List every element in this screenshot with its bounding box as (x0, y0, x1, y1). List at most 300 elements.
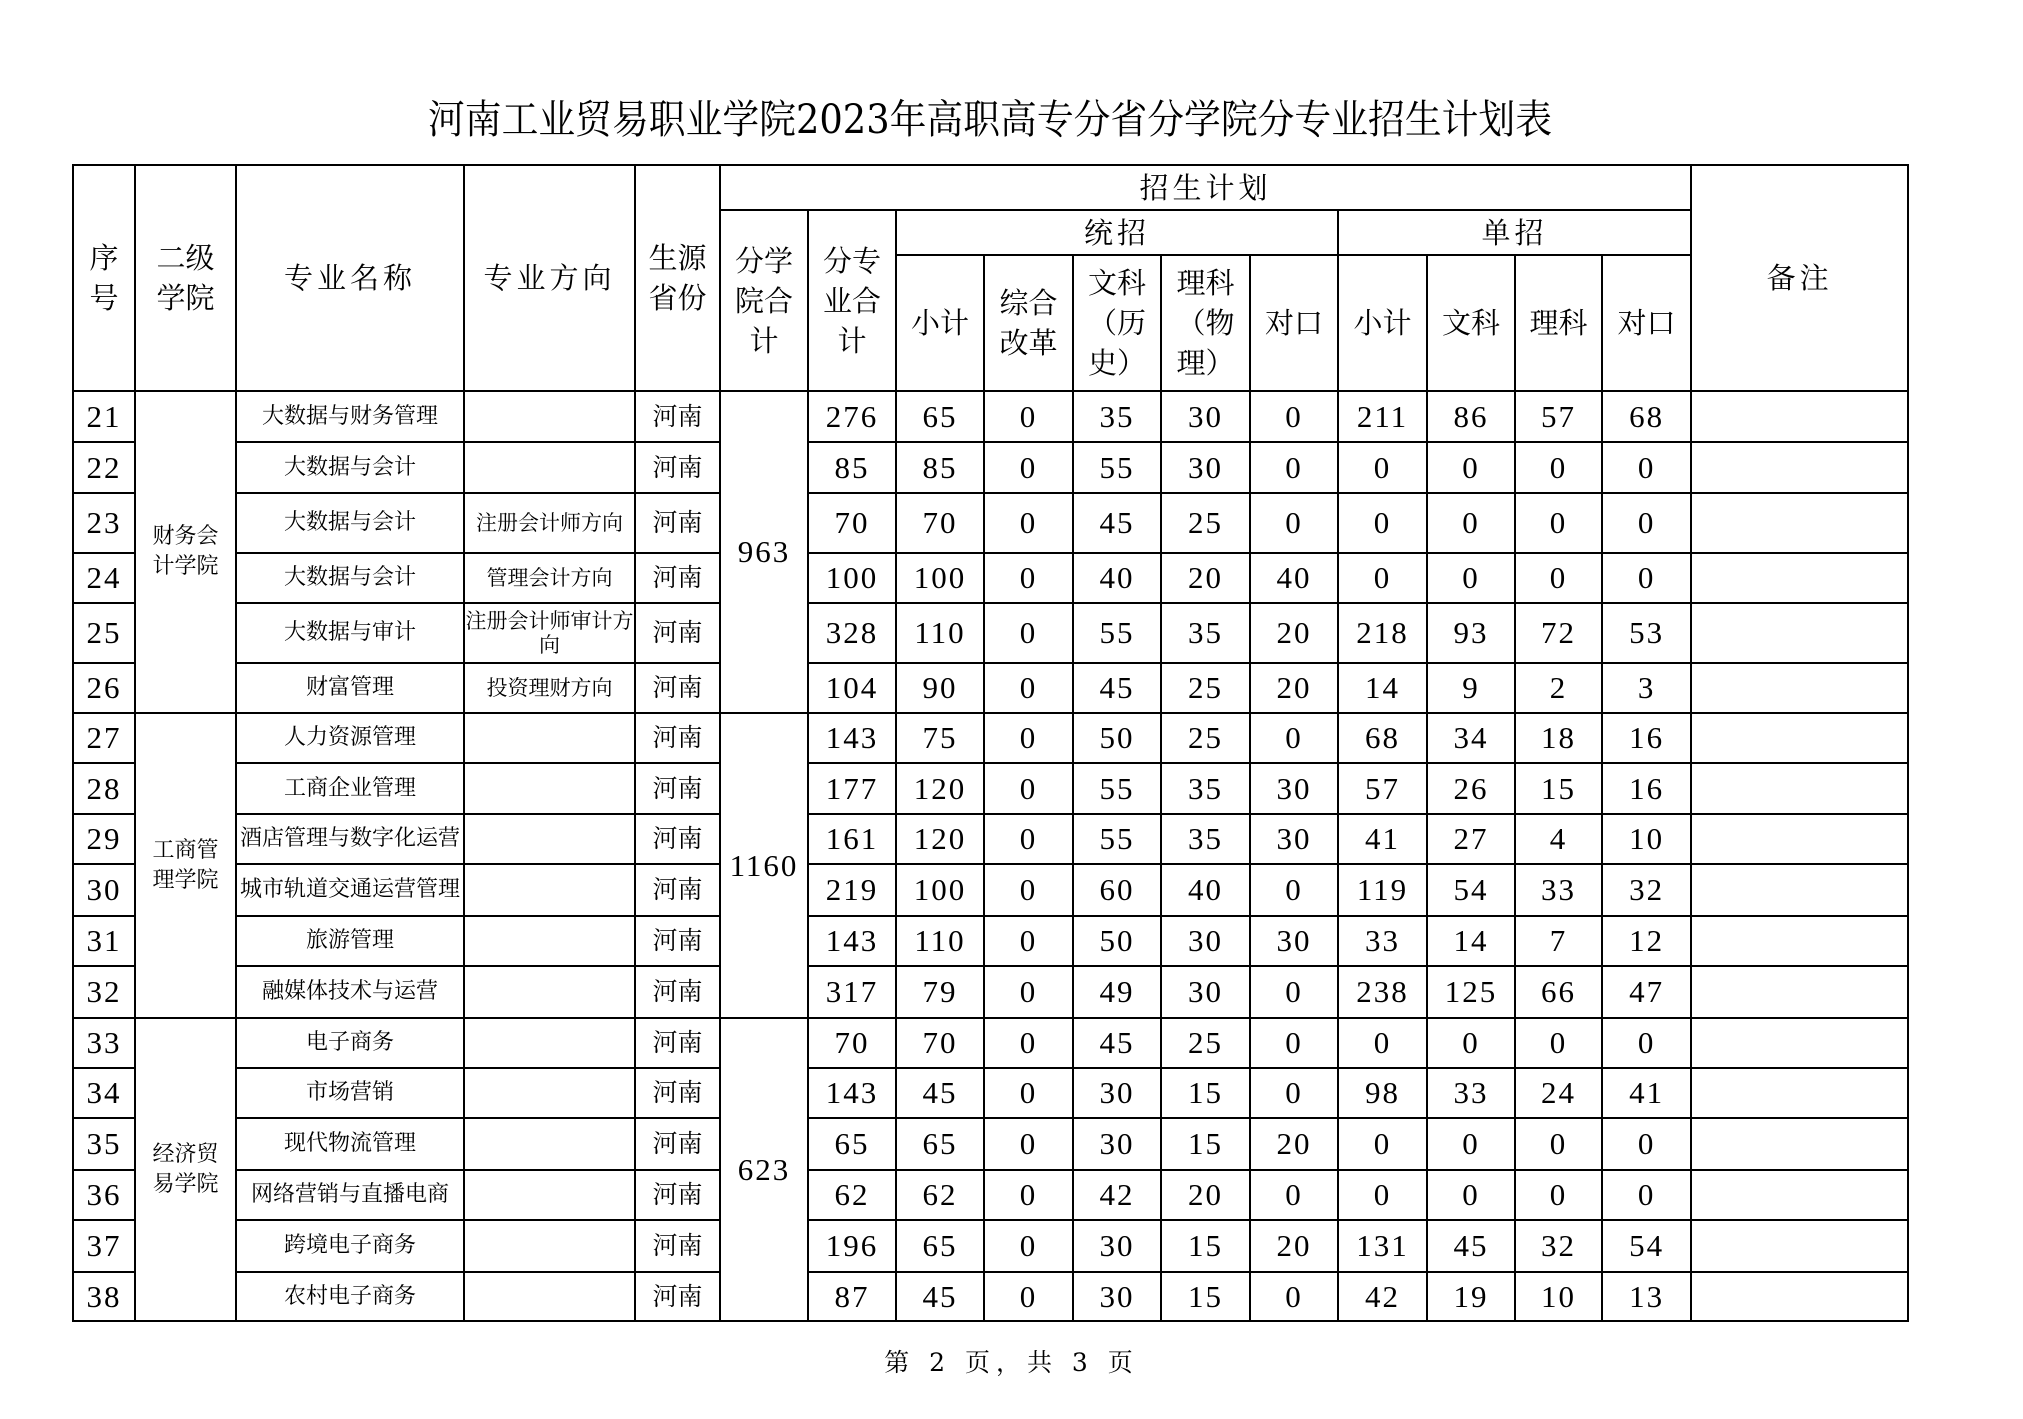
cell-separate-subtotal: 218 (1338, 603, 1427, 663)
header-separate-arts: 文科 (1427, 255, 1515, 391)
cell-major: 旅游管理 (236, 916, 464, 966)
table-row (73, 864, 1908, 916)
cell-unified-reform: 0 (984, 1018, 1073, 1068)
cell-unified-subtotal: 85 (896, 442, 984, 493)
cell-major: 大数据与审计 (236, 603, 464, 663)
cell-unified-arts: 55 (1073, 603, 1161, 663)
cell-remarks (1691, 391, 1908, 442)
cell-major: 酒店管理与数字化运营 (236, 814, 464, 864)
cell-separate-vocational: 13 (1602, 1272, 1691, 1321)
header-separate-subtotal: 小计 (1338, 255, 1427, 391)
cell-unified-vocational: 20 (1250, 603, 1338, 663)
cell-remarks (1691, 1170, 1908, 1220)
cell-major: 跨境电子商务 (236, 1220, 464, 1272)
cell-seq: 21 (73, 391, 135, 442)
cell-seq: 28 (73, 763, 135, 814)
cell-unified-science: 25 (1161, 713, 1250, 763)
cell-unified-vocational: 0 (1250, 713, 1338, 763)
cell-separate-subtotal: 0 (1338, 553, 1427, 603)
cell-separate-subtotal: 98 (1338, 1068, 1427, 1118)
cell-major: 城市轨道交通运营管理 (236, 864, 464, 916)
cell-province: 河南 (635, 391, 720, 442)
cell-separate-subtotal: 0 (1338, 1170, 1427, 1220)
cell-unified-science: 20 (1161, 553, 1250, 603)
cell-remarks (1691, 442, 1908, 493)
table-body (73, 391, 1908, 1321)
header-unified-group: 统招 (896, 210, 1338, 255)
cell-seq: 33 (73, 1018, 135, 1068)
table-row (73, 814, 1908, 864)
cell-major-total: 143 (808, 713, 896, 763)
cell-separate-vocational: 16 (1602, 713, 1691, 763)
cell-remarks (1691, 966, 1908, 1018)
cell-province: 河南 (635, 442, 720, 493)
cell-direction (464, 763, 635, 814)
cell-separate-subtotal: 41 (1338, 814, 1427, 864)
cell-seq: 30 (73, 864, 135, 916)
cell-remarks (1691, 553, 1908, 603)
cell-remarks (1691, 1220, 1908, 1272)
cell-remarks (1691, 603, 1908, 663)
cell-separate-subtotal: 0 (1338, 1018, 1427, 1068)
cell-separate-vocational: 0 (1602, 1170, 1691, 1220)
table-row (73, 1118, 1908, 1170)
table-row (73, 1170, 1908, 1220)
cell-unified-science: 30 (1161, 391, 1250, 442)
cell-unified-science: 15 (1161, 1220, 1250, 1272)
cell-unified-reform: 0 (984, 1220, 1073, 1272)
cell-separate-vocational: 47 (1602, 966, 1691, 1018)
cell-separate-subtotal: 0 (1338, 442, 1427, 493)
cell-unified-science: 30 (1161, 966, 1250, 1018)
table-row (73, 603, 1908, 663)
cell-direction (464, 1018, 635, 1068)
header-separate-vocational: 对口 (1602, 255, 1691, 391)
cell-major: 市场营销 (236, 1068, 464, 1118)
cell-unified-arts: 45 (1073, 1018, 1161, 1068)
cell-separate-science: 32 (1515, 1220, 1602, 1272)
cell-separate-subtotal: 57 (1338, 763, 1427, 814)
cell-direction (464, 391, 635, 442)
cell-province: 河南 (635, 814, 720, 864)
cell-unified-science: 35 (1161, 603, 1250, 663)
cell-unified-science: 40 (1161, 864, 1250, 916)
cell-unified-subtotal: 70 (896, 493, 984, 553)
header-province: 生源省份 (635, 165, 720, 391)
cell-remarks (1691, 763, 1908, 814)
cell-unified-reform: 0 (984, 966, 1073, 1018)
cell-unified-vocational: 0 (1250, 1170, 1338, 1220)
cell-unified-reform: 0 (984, 763, 1073, 814)
table-row (73, 1220, 1908, 1272)
cell-province: 河南 (635, 1118, 720, 1170)
cell-major-total: 87 (808, 1272, 896, 1321)
cell-separate-vocational: 12 (1602, 916, 1691, 966)
cell-province: 河南 (635, 1170, 720, 1220)
cell-remarks (1691, 1118, 1908, 1170)
cell-major-total: 219 (808, 864, 896, 916)
document-title: 河南工业贸易职业学院2023年高职高专分省分学院分专业招生计划表 (427, 97, 1553, 143)
cell-college: 经济贸易学院 (135, 1018, 236, 1321)
cell-major: 大数据与会计 (236, 553, 464, 603)
cell-seq: 34 (73, 1068, 135, 1118)
cell-seq: 35 (73, 1118, 135, 1170)
cell-unified-science: 15 (1161, 1118, 1250, 1170)
cell-separate-vocational: 41 (1602, 1068, 1691, 1118)
cell-unified-reform: 0 (984, 1170, 1073, 1220)
cell-major: 大数据与会计 (236, 442, 464, 493)
cell-separate-science: 57 (1515, 391, 1602, 442)
cell-unified-arts: 30 (1073, 1118, 1161, 1170)
header-major-total: 分专业合计 (808, 210, 896, 391)
cell-separate-arts: 45 (1427, 1220, 1515, 1272)
cell-unified-subtotal: 45 (896, 1272, 984, 1321)
cell-separate-vocational: 0 (1602, 553, 1691, 603)
cell-major: 人力资源管理 (236, 713, 464, 763)
cell-unified-vocational: 0 (1250, 1018, 1338, 1068)
cell-separate-vocational: 0 (1602, 442, 1691, 493)
cell-unified-subtotal: 75 (896, 713, 984, 763)
cell-unified-subtotal: 90 (896, 663, 984, 713)
header-direction: 专业方向 (464, 165, 635, 391)
cell-unified-subtotal: 110 (896, 916, 984, 966)
cell-unified-vocational: 0 (1250, 391, 1338, 442)
cell-separate-arts: 0 (1427, 442, 1515, 493)
cell-unified-reform: 0 (984, 1068, 1073, 1118)
cell-unified-vocational: 0 (1250, 442, 1338, 493)
cell-seq: 22 (73, 442, 135, 493)
cell-unified-vocational: 0 (1250, 864, 1338, 916)
table-row (73, 1018, 1908, 1068)
cell-province: 河南 (635, 763, 720, 814)
cell-unified-science: 35 (1161, 814, 1250, 864)
header-unified-subtotal: 小计 (896, 255, 984, 391)
cell-major-total: 143 (808, 1068, 896, 1118)
cell-separate-science: 33 (1515, 864, 1602, 916)
cell-unified-arts: 30 (1073, 1068, 1161, 1118)
cell-separate-science: 10 (1515, 1272, 1602, 1321)
cell-unified-vocational: 20 (1250, 1118, 1338, 1170)
cell-unified-reform: 0 (984, 1272, 1073, 1321)
cell-separate-arts: 93 (1427, 603, 1515, 663)
cell-province: 河南 (635, 1018, 720, 1068)
cell-direction (464, 713, 635, 763)
cell-major-total: 62 (808, 1170, 896, 1220)
cell-unified-vocational: 0 (1250, 493, 1338, 553)
cell-unified-subtotal: 100 (896, 864, 984, 916)
cell-unified-vocational: 0 (1250, 966, 1338, 1018)
cell-province: 河南 (635, 1068, 720, 1118)
cell-major-total: 143 (808, 916, 896, 966)
cell-unified-arts: 40 (1073, 553, 1161, 603)
cell-unified-science: 35 (1161, 763, 1250, 814)
cell-seq: 25 (73, 603, 135, 663)
cell-province: 河南 (635, 1272, 720, 1321)
cell-separate-arts: 26 (1427, 763, 1515, 814)
cell-seq: 37 (73, 1220, 135, 1272)
cell-unified-subtotal: 65 (896, 391, 984, 442)
cell-separate-arts: 27 (1427, 814, 1515, 864)
cell-unified-reform: 0 (984, 713, 1073, 763)
cell-college-total: 963 (720, 391, 808, 713)
cell-separate-vocational: 3 (1602, 663, 1691, 713)
cell-separate-science: 0 (1515, 1018, 1602, 1068)
cell-unified-science: 25 (1161, 1018, 1250, 1068)
cell-unified-subtotal: 45 (896, 1068, 984, 1118)
cell-separate-arts: 0 (1427, 553, 1515, 603)
cell-remarks (1691, 1068, 1908, 1118)
cell-seq: 36 (73, 1170, 135, 1220)
cell-seq: 26 (73, 663, 135, 713)
cell-province: 河南 (635, 553, 720, 603)
cell-unified-arts: 55 (1073, 442, 1161, 493)
cell-unified-reform: 0 (984, 864, 1073, 916)
cell-remarks (1691, 916, 1908, 966)
cell-separate-vocational: 54 (1602, 1220, 1691, 1272)
cell-major: 大数据与会计 (236, 493, 464, 553)
table-row (73, 916, 1908, 966)
cell-separate-vocational: 32 (1602, 864, 1691, 916)
header-major: 专业名称 (236, 165, 464, 391)
cell-direction: 投资理财方向 (464, 663, 635, 713)
cell-major-total: 65 (808, 1118, 896, 1170)
cell-major-total: 104 (808, 663, 896, 713)
cell-separate-science: 0 (1515, 553, 1602, 603)
table-row (73, 1272, 1908, 1321)
cell-seq: 29 (73, 814, 135, 864)
cell-separate-science: 2 (1515, 663, 1602, 713)
header-seq: 序号 (73, 165, 135, 391)
cell-major: 网络营销与直播电商 (236, 1170, 464, 1220)
cell-separate-subtotal: 119 (1338, 864, 1427, 916)
cell-major-total: 177 (808, 763, 896, 814)
cell-province: 河南 (635, 864, 720, 916)
cell-separate-arts: 14 (1427, 916, 1515, 966)
cell-direction: 注册会计师审计方向 (464, 603, 635, 663)
cell-seq: 24 (73, 553, 135, 603)
header-remarks: 备注 (1691, 165, 1908, 391)
table-row (73, 493, 1908, 553)
cell-separate-science: 24 (1515, 1068, 1602, 1118)
cell-separate-vocational: 0 (1602, 1018, 1691, 1068)
header-unified-reform: 综合改革 (984, 255, 1073, 391)
cell-province: 河南 (635, 966, 720, 1018)
cell-separate-subtotal: 0 (1338, 493, 1427, 553)
cell-major-total: 70 (808, 493, 896, 553)
cell-major-total: 196 (808, 1220, 896, 1272)
cell-college-total: 623 (720, 1018, 808, 1321)
cell-direction (464, 966, 635, 1018)
cell-unified-arts: 42 (1073, 1170, 1161, 1220)
cell-unified-subtotal: 120 (896, 814, 984, 864)
table-row (73, 966, 1908, 1018)
cell-remarks (1691, 713, 1908, 763)
cell-separate-arts: 86 (1427, 391, 1515, 442)
cell-college-total: 1160 (720, 713, 808, 1018)
cell-unified-arts: 50 (1073, 916, 1161, 966)
cell-unified-science: 15 (1161, 1068, 1250, 1118)
page-footer: 第 2 页，共 3 页 (884, 1348, 1139, 1377)
cell-separate-arts: 33 (1427, 1068, 1515, 1118)
cell-major-total: 100 (808, 553, 896, 603)
cell-separate-subtotal: 211 (1338, 391, 1427, 442)
cell-direction (464, 1170, 635, 1220)
cell-direction: 注册会计师方向 (464, 493, 635, 553)
cell-province: 河南 (635, 713, 720, 763)
cell-province: 河南 (635, 663, 720, 713)
cell-separate-science: 15 (1515, 763, 1602, 814)
cell-separate-arts: 0 (1427, 1170, 1515, 1220)
cell-separate-science: 0 (1515, 1170, 1602, 1220)
cell-unified-science: 20 (1161, 1170, 1250, 1220)
cell-seq: 31 (73, 916, 135, 966)
cell-unified-science: 30 (1161, 442, 1250, 493)
cell-direction (464, 1272, 635, 1321)
cell-unified-science: 25 (1161, 493, 1250, 553)
cell-unified-subtotal: 79 (896, 966, 984, 1018)
cell-separate-vocational: 68 (1602, 391, 1691, 442)
cell-unified-arts: 35 (1073, 391, 1161, 442)
header-unified-arts: 文科（历史） (1073, 255, 1161, 391)
table-row (73, 442, 1908, 493)
cell-seq: 27 (73, 713, 135, 763)
cell-unified-arts: 30 (1073, 1220, 1161, 1272)
cell-unified-arts: 30 (1073, 1272, 1161, 1321)
cell-direction (464, 442, 635, 493)
cell-major-total: 276 (808, 391, 896, 442)
cell-province: 河南 (635, 603, 720, 663)
cell-unified-vocational: 30 (1250, 916, 1338, 966)
cell-province: 河南 (635, 493, 720, 553)
cell-province: 河南 (635, 916, 720, 966)
cell-unified-vocational: 40 (1250, 553, 1338, 603)
table-row (73, 1068, 1908, 1118)
cell-separate-arts: 0 (1427, 493, 1515, 553)
cell-college: 财务会计学院 (135, 391, 236, 713)
header-separate-science: 理科 (1515, 255, 1602, 391)
cell-separate-vocational: 10 (1602, 814, 1691, 864)
cell-separate-science: 7 (1515, 916, 1602, 966)
cell-separate-arts: 34 (1427, 713, 1515, 763)
cell-major: 农村电子商务 (236, 1272, 464, 1321)
cell-separate-subtotal: 238 (1338, 966, 1427, 1018)
cell-separate-arts: 9 (1427, 663, 1515, 713)
cell-direction (464, 1220, 635, 1272)
cell-major-total: 70 (808, 1018, 896, 1068)
cell-separate-arts: 0 (1427, 1018, 1515, 1068)
cell-unified-reform: 0 (984, 1118, 1073, 1170)
cell-unified-vocational: 0 (1250, 1068, 1338, 1118)
cell-separate-subtotal: 33 (1338, 916, 1427, 966)
cell-unified-reform: 0 (984, 442, 1073, 493)
cell-separate-subtotal: 42 (1338, 1272, 1427, 1321)
cell-separate-science: 0 (1515, 493, 1602, 553)
cell-unified-reform: 0 (984, 814, 1073, 864)
cell-unified-reform: 0 (984, 916, 1073, 966)
cell-unified-arts: 45 (1073, 663, 1161, 713)
cell-separate-science: 0 (1515, 442, 1602, 493)
cell-remarks (1691, 1018, 1908, 1068)
cell-unified-vocational: 30 (1250, 814, 1338, 864)
cell-separate-arts: 54 (1427, 864, 1515, 916)
cell-seq: 38 (73, 1272, 135, 1321)
cell-unified-subtotal: 120 (896, 763, 984, 814)
cell-unified-subtotal: 65 (896, 1220, 984, 1272)
cell-major: 电子商务 (236, 1018, 464, 1068)
header-unified-science: 理科（物理） (1161, 255, 1250, 391)
cell-separate-vocational: 53 (1602, 603, 1691, 663)
cell-unified-subtotal: 100 (896, 553, 984, 603)
cell-major: 大数据与财务管理 (236, 391, 464, 442)
cell-remarks (1691, 663, 1908, 713)
cell-direction (464, 814, 635, 864)
table-row (73, 663, 1908, 713)
cell-major: 财富管理 (236, 663, 464, 713)
cell-separate-science: 0 (1515, 1118, 1602, 1170)
cell-separate-subtotal: 14 (1338, 663, 1427, 713)
cell-separate-science: 72 (1515, 603, 1602, 663)
cell-separate-arts: 0 (1427, 1118, 1515, 1170)
header-college: 二级学院 (135, 165, 236, 391)
cell-remarks (1691, 493, 1908, 553)
header-plan-group: 招生计划 (720, 165, 1691, 210)
cell-remarks (1691, 814, 1908, 864)
cell-unified-subtotal: 70 (896, 1018, 984, 1068)
cell-major: 融媒体技术与运营 (236, 966, 464, 1018)
cell-direction: 管理会计方向 (464, 553, 635, 603)
cell-separate-science: 66 (1515, 966, 1602, 1018)
cell-unified-vocational: 0 (1250, 1272, 1338, 1321)
cell-separate-vocational: 0 (1602, 1118, 1691, 1170)
cell-direction (464, 916, 635, 966)
cell-unified-science: 15 (1161, 1272, 1250, 1321)
cell-seq: 23 (73, 493, 135, 553)
cell-unified-subtotal: 62 (896, 1170, 984, 1220)
table-header (73, 165, 1908, 391)
cell-unified-science: 30 (1161, 916, 1250, 966)
cell-unified-subtotal: 110 (896, 603, 984, 663)
cell-seq: 32 (73, 966, 135, 1018)
cell-major-total: 328 (808, 603, 896, 663)
cell-separate-arts: 19 (1427, 1272, 1515, 1321)
cell-remarks (1691, 1272, 1908, 1321)
cell-province: 河南 (635, 1220, 720, 1272)
cell-major-total: 161 (808, 814, 896, 864)
cell-separate-subtotal: 68 (1338, 713, 1427, 763)
cell-major-total: 317 (808, 966, 896, 1018)
cell-unified-reform: 0 (984, 493, 1073, 553)
cell-unified-arts: 45 (1073, 493, 1161, 553)
cell-unified-arts: 50 (1073, 713, 1161, 763)
cell-unified-vocational: 20 (1250, 1220, 1338, 1272)
cell-unified-reform: 0 (984, 663, 1073, 713)
cell-separate-science: 18 (1515, 713, 1602, 763)
cell-direction (464, 1118, 635, 1170)
cell-unified-subtotal: 65 (896, 1118, 984, 1170)
cell-college: 工商管理学院 (135, 713, 236, 1018)
table-row (73, 763, 1908, 814)
cell-unified-reform: 0 (984, 553, 1073, 603)
cell-separate-subtotal: 0 (1338, 1118, 1427, 1170)
cell-unified-vocational: 30 (1250, 763, 1338, 814)
cell-major: 现代物流管理 (236, 1118, 464, 1170)
cell-remarks (1691, 864, 1908, 916)
cell-major-total: 85 (808, 442, 896, 493)
cell-unified-arts: 55 (1073, 763, 1161, 814)
cell-separate-science: 4 (1515, 814, 1602, 864)
header-unified-vocational: 对口 (1250, 255, 1338, 391)
cell-unified-arts: 55 (1073, 814, 1161, 864)
